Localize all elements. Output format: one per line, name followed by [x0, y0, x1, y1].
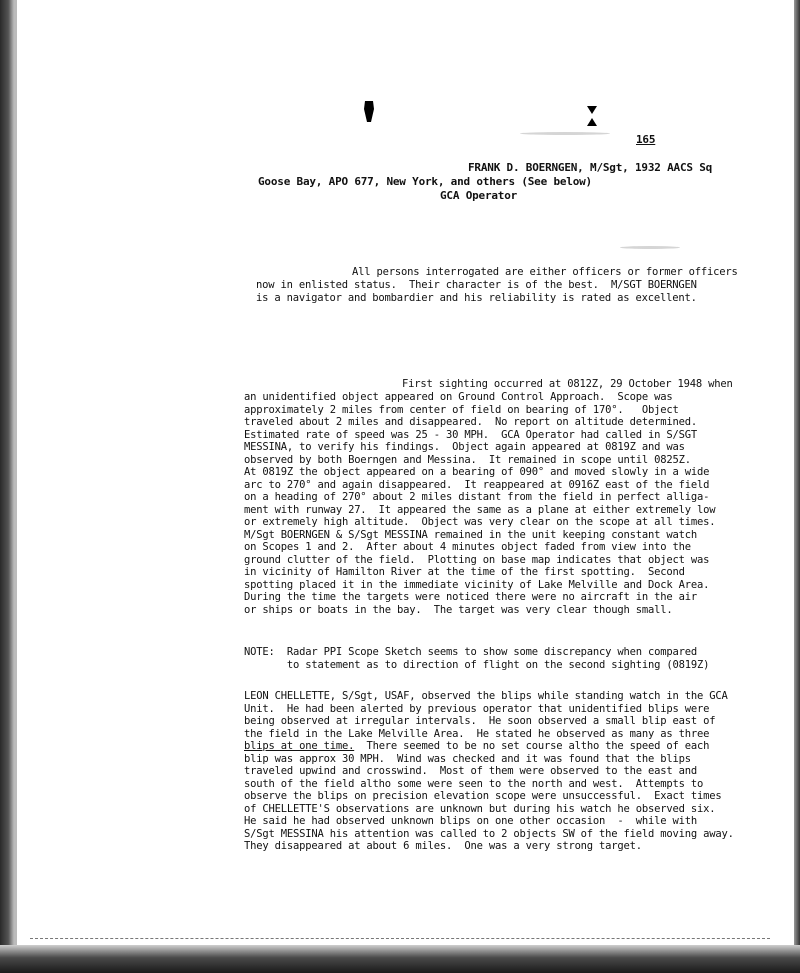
page-number: 165 [636, 133, 656, 146]
report-line: traveled about 2 miles and disappeared. No report on altitude determined. [244, 416, 697, 428]
witness-line: the field in the Lake Melville Area. He stated he observed as many as three [244, 727, 710, 740]
witness-line: of CHELLETTE'S observations are unknown but during his watch he observed six. [244, 802, 716, 815]
witness-line [244, 740, 734, 753]
report-line: or extremely high altitude. Object was very clear on the scope at all times. [244, 516, 716, 528]
report-line: observed by both Boerngen and Messina. It remained in scope until 0825Z. [244, 453, 691, 466]
header-role: GCA Operator [440, 189, 518, 202]
witness-line: being observed at irregular intervals. He soon observed a small blip east of [244, 715, 716, 727]
witness-line: observe the blips on precision elevation scope were unsuccessful. Exact times [244, 790, 722, 802]
scan-edge-right [794, 0, 800, 973]
report-line: Estimated rate of speed was 25 - 30 MPH. GCA Operator had called in S/SGT [244, 428, 697, 441]
report-line: on a heading of 270° about 2 miles distant from the field in perfect alliga- [244, 491, 710, 503]
punch-mark-right [586, 104, 598, 128]
underlined-phrase: blips at one time. [244, 740, 355, 752]
report-line: During the time the targets were noticed there were no aircraft in the air [244, 591, 697, 603]
header-location: Goose Bay, APO 677, New York, and others (See below) [258, 175, 592, 188]
scan-edge-bottom [0, 945, 800, 973]
witness-line: traveled upwind and crosswind. Most of them were observed to the east and [244, 765, 697, 777]
report-line: spotting placed it in the immediate vicinity of Lake Melville and Dock Area. [244, 578, 710, 591]
scan-edge-left-line [14, 0, 17, 973]
intro-line: All persons interrogated are either officers or former officers [352, 266, 738, 278]
witness-line: blip was approx 30 MPH. Wind was checked and it was found that the blips [244, 752, 691, 765]
report-line: At 0819Z the object appeared on a bearing of 090° and moved slowly in a wide [244, 466, 710, 478]
witness-line: S/Sgt MESSINA his attention was called to 2 objects SW of the field moving away. [244, 827, 734, 840]
scan-edge-left [0, 0, 14, 973]
witness-line: They disappeared at about 6 miles. One was a very strong target. [244, 840, 642, 852]
second-witness-body [244, 690, 734, 853]
report-line: an unidentified object appeared on Ground Control Approach. Scope was [244, 391, 673, 403]
smudge [520, 132, 610, 135]
report-line: or ships or boats in the bay. The target was very clear though small. [244, 603, 673, 616]
intro-line: now in enlisted status. Their character is of the best. M/SGT BOERNGEN [256, 279, 697, 291]
report-line: approximately 2 miles from center of field on bearing of 170°. Object [244, 403, 679, 416]
report-line: on Scopes 1 and 2. After about 4 minutes object faded from view into the [244, 541, 691, 553]
note-block [244, 646, 709, 671]
smudge [620, 246, 680, 249]
witness-line: Unit. He had been alerted by previous operator that unidentified blips were [244, 702, 710, 715]
dashed-rule [30, 938, 770, 939]
report-body [244, 391, 715, 616]
note-line: to statement as to direction of flight on the second sighting (0819Z) [244, 658, 710, 671]
header-name: FRANK D. BOERNGEN, M/Sgt, 1932 AACS Sq [468, 161, 713, 174]
report-line: in vicinity of Hamilton River at the time of the first spotting. Second [244, 566, 685, 578]
witness-line: LEON CHELLETTE, S/Sgt, USAF, observed the blips while standing watch in the GCA [244, 690, 728, 702]
report-line: ment with runway 27. It appeared the same as a plane at either extremely low [244, 503, 716, 516]
report-line: First sighting occurred at 0812Z, 29 October 1948 when [402, 378, 733, 390]
report-line: ground clutter of the field. Plotting on base map indicates that object was [244, 553, 710, 566]
witness-line-rest: There seemed to be no set course altho the speed of each [354, 740, 710, 752]
report-line: arc to 270° and again disappeared. It reappeared at 0916Z east of the field [244, 478, 710, 491]
note-line: NOTE: Radar PPI Scope Sketch seems to show some discrepancy when compared [244, 646, 697, 658]
witness-line: south of the field altho some were seen to the north and west. Attempts to [244, 777, 704, 790]
report-line: M/Sgt BOERNGEN & S/Sgt MESSINA remained in the unit keeping constant watch [244, 528, 697, 541]
witness-line: He said he had observed unknown blips on one other occasion - while with [244, 815, 697, 827]
punch-mark-left [363, 100, 375, 124]
intro-line: is a navigator and bombardier and his reliability is rated as excellent. [256, 292, 697, 304]
report-line: MESSINA, to verify his findings. Object again appeared at 0819Z and was [244, 441, 685, 453]
